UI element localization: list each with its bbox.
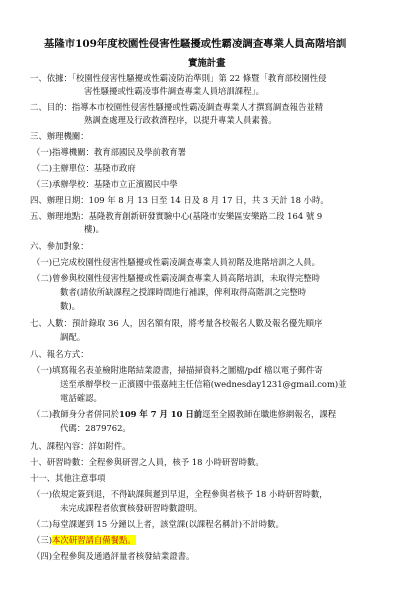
meal-notice-highlight: 本次研習請自備餐點。 <box>52 535 136 545</box>
notes-item-3 <box>32 534 136 547</box>
registration-item-2-line-2: 代碼：2879762。 <box>60 423 131 433</box>
notes-item-1-line-1: （一)依規定簽到退，不得缺課與遲到早退，全程參與者核予 18 小時研習時數， <box>32 489 328 499</box>
location-line-2: 樓)。 <box>84 224 105 234</box>
notes-item-4: （四)全程參與及通過評量者核發結業證書。 <box>32 551 195 561</box>
participants-item-2-line-3: 數)。 <box>60 301 81 311</box>
participants-item-2-line-2: 數者(請依所缺課程之授課時間進行補課，俾利取得高階訓之完整時 <box>60 287 307 297</box>
dates-line: 四、辦理日期：109 年 8 月 13 日至 14 日及 8 月 17 日，共 3 天計 18 小時。 <box>30 195 329 205</box>
basis-line-1: 一、依據：「校園性侵害性騷擾或性霸凌防治準則」第 22 條暨「教育部校園性侵 <box>30 73 327 83</box>
quota-line-2: 調配。 <box>60 332 86 342</box>
quota-line-1: 七、人數：預計錄取 36 人，因名額有限，將考量各校報名人數及報名優先順序 <box>30 318 323 328</box>
registration-item-1-line-3: 電話確認。 <box>60 393 102 403</box>
registration-heading: 八、報名方式： <box>30 349 89 359</box>
registration-item-2-prefix: （二)教師身分者併同於 <box>32 409 120 419</box>
course-content-line: 九、課程內容：詳如附件。 <box>30 441 131 451</box>
registration-item-2-suffix: 逕至全國教師在職進修網報名，課程 <box>202 409 337 419</box>
notes-heading: 十一、其他注意事項 <box>30 473 106 483</box>
study-hours-line: 十、研習時數：全程參與研習之人員，核予 18 小時研習時數。 <box>30 457 264 467</box>
registration-deadline: 109 年 7 月 10 日前 <box>119 409 203 419</box>
registration-item-1-line-2: 送至承辦學校－正濱國中張嘉純主任信箱(wednesday1231@gmail.com)並 <box>60 379 347 389</box>
document-title: 基隆市109年度校園性侵害性騷擾或性霸凌調查專業人員高階培訓 <box>44 38 347 50</box>
participants-item-2-line-1: （二)曾參與校園性侵害性騷擾或性霸凌調查專業人員高階培訓，未取得完整時 <box>32 273 321 283</box>
notes-item-3-prefix: （三) <box>32 535 53 545</box>
participants-item-1: （一)已完成校園性侵害性騷擾或性霸凌調查專業人員初階及進階培訓之人員。 <box>32 257 321 267</box>
notes-item-2: （二)每堂課遲到 15 分鐘以上者，該堂課(以課程名稱計)不計時數。 <box>32 519 284 529</box>
purpose-line-1: 二、目的：指導本市校園性侵害性騷擾或性霸凌調查專業人才撰寫調查報告並精 <box>30 102 324 112</box>
participants-heading: 六、參加對象： <box>30 241 89 251</box>
notes-item-1-line-2: 未完成課程者依實核發研習時數證明。 <box>60 503 203 513</box>
agency-organizer: （二)主辦單位：基隆市政府 <box>32 163 136 173</box>
document-subtitle: 實施計畫 <box>188 58 226 69</box>
purpose-line-2: 熟調查處理及行政救濟程序，以提升專業人員素養。 <box>84 115 277 125</box>
registration-item-2-line-1 <box>32 408 336 421</box>
agencies-heading: 三、辦理機關： <box>30 131 89 141</box>
registration-item-1-line-1: （一)填寫報名表並檢附進階結業證書，掃描掃資料之圖檔/pdf 檔以電子郵件寄 <box>32 365 323 375</box>
basis-line-2: 害性騷擾或性霸凌事件調查專業人員培訓課程」。 <box>84 86 265 96</box>
location-line-1: 五、辦理地點：基隆教育創新研發實驗中心(基隆市安樂區安樂路二段 164 號 9 <box>30 211 323 221</box>
agency-host-school: （三)承辦學校：基隆市立正濱國民中學 <box>32 179 178 189</box>
agency-guidance: （一)指導機關：教育部國民及學前教育署 <box>32 147 187 157</box>
